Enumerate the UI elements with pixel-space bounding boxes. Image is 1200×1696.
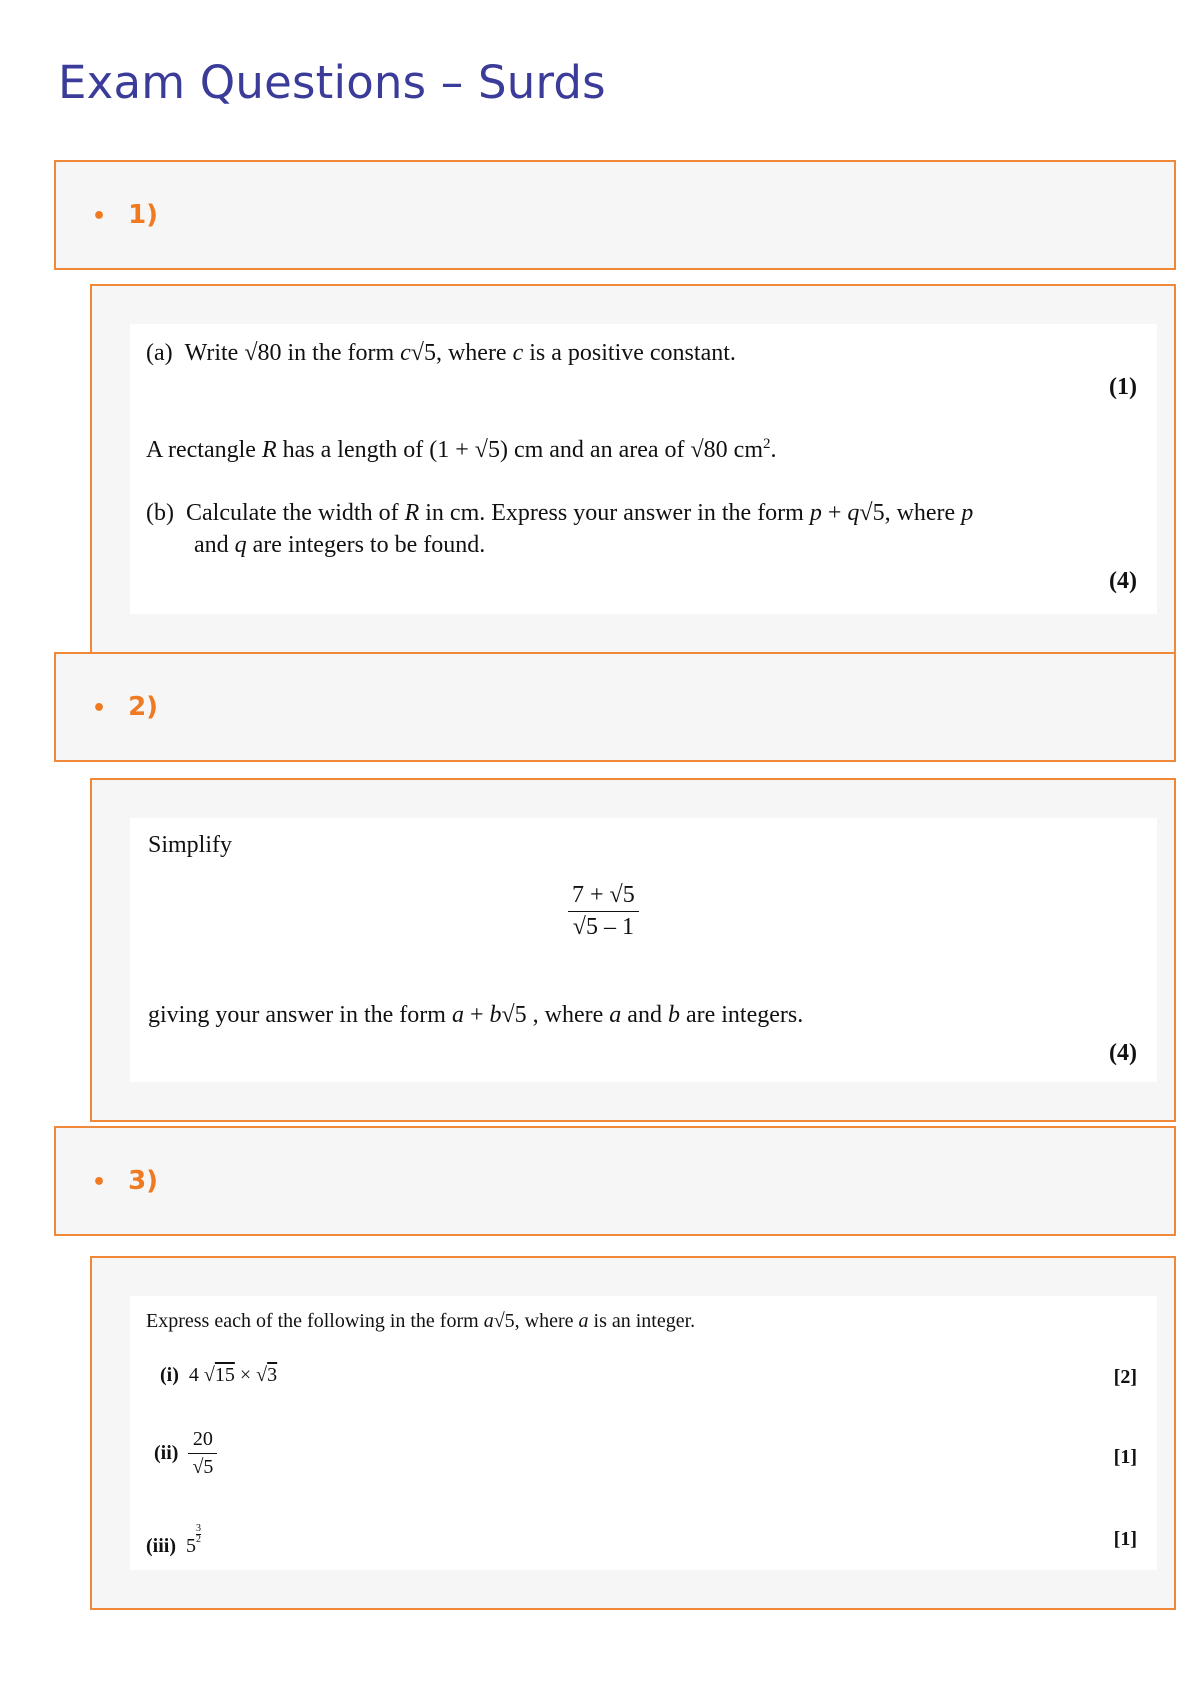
question-2-marks: (4)	[1109, 1040, 1137, 1066]
part-a-marks: (1)	[1109, 374, 1137, 400]
question-1-body	[90, 284, 1176, 654]
answer-form-text: giving your answer in the form a + b√5 , where a and b are integers.	[148, 1002, 804, 1028]
fraction-denominator: √5 – 1	[572, 914, 634, 940]
part-b-line1: (b) Calculate the width of R in cm. Express your answer in the form p + q√5, where p	[146, 500, 974, 526]
part-a-text: (a) Write √80 in the form c√5, where c is a positive constant.	[146, 340, 736, 366]
question-number: 2)	[128, 692, 159, 722]
part-b-marks: (4)	[1109, 568, 1137, 594]
question-image	[130, 1296, 1157, 1570]
question-3-body	[90, 1256, 1176, 1610]
part-iii: (iii) 5 $\frac{3}{2}$	[146, 1523, 201, 1557]
question-number: 1)	[128, 200, 159, 230]
question-number: 3)	[128, 1166, 159, 1196]
simplify-text: Simplify	[148, 832, 233, 858]
bullet-icon: •	[92, 696, 107, 721]
stem-text: A rectangle R has a length of (1 + √5) cm and an area of √80 $cm^2$.	[146, 436, 777, 463]
question-image	[130, 324, 1157, 614]
question-1-header	[54, 160, 1176, 270]
bullet-icon: •	[92, 204, 107, 229]
question-3-intro: Express each of the following in the form a√5, where a is an integer.	[146, 1310, 696, 1332]
page-title: Exam Questions – Surds	[58, 56, 606, 109]
part-b-line2: and q are integers to be found.	[194, 532, 486, 558]
part-ii-marks: [1]	[1113, 1446, 1137, 1468]
question-2-body	[90, 778, 1176, 1122]
part-ii: (ii) $\frac{20}{√5}$	[154, 1428, 217, 1479]
fraction-numerator: 7 + √5	[568, 882, 639, 912]
question-image	[130, 818, 1157, 1082]
fraction-expression	[568, 882, 639, 941]
question-3-header	[54, 1126, 1176, 1236]
part-i-marks: [2]	[1113, 1366, 1137, 1388]
part-i: (i) 4 √15 × √3	[160, 1364, 278, 1386]
question-2-header	[54, 652, 1176, 762]
bullet-icon: •	[92, 1170, 107, 1195]
part-iii-marks: [1]	[1113, 1528, 1137, 1550]
